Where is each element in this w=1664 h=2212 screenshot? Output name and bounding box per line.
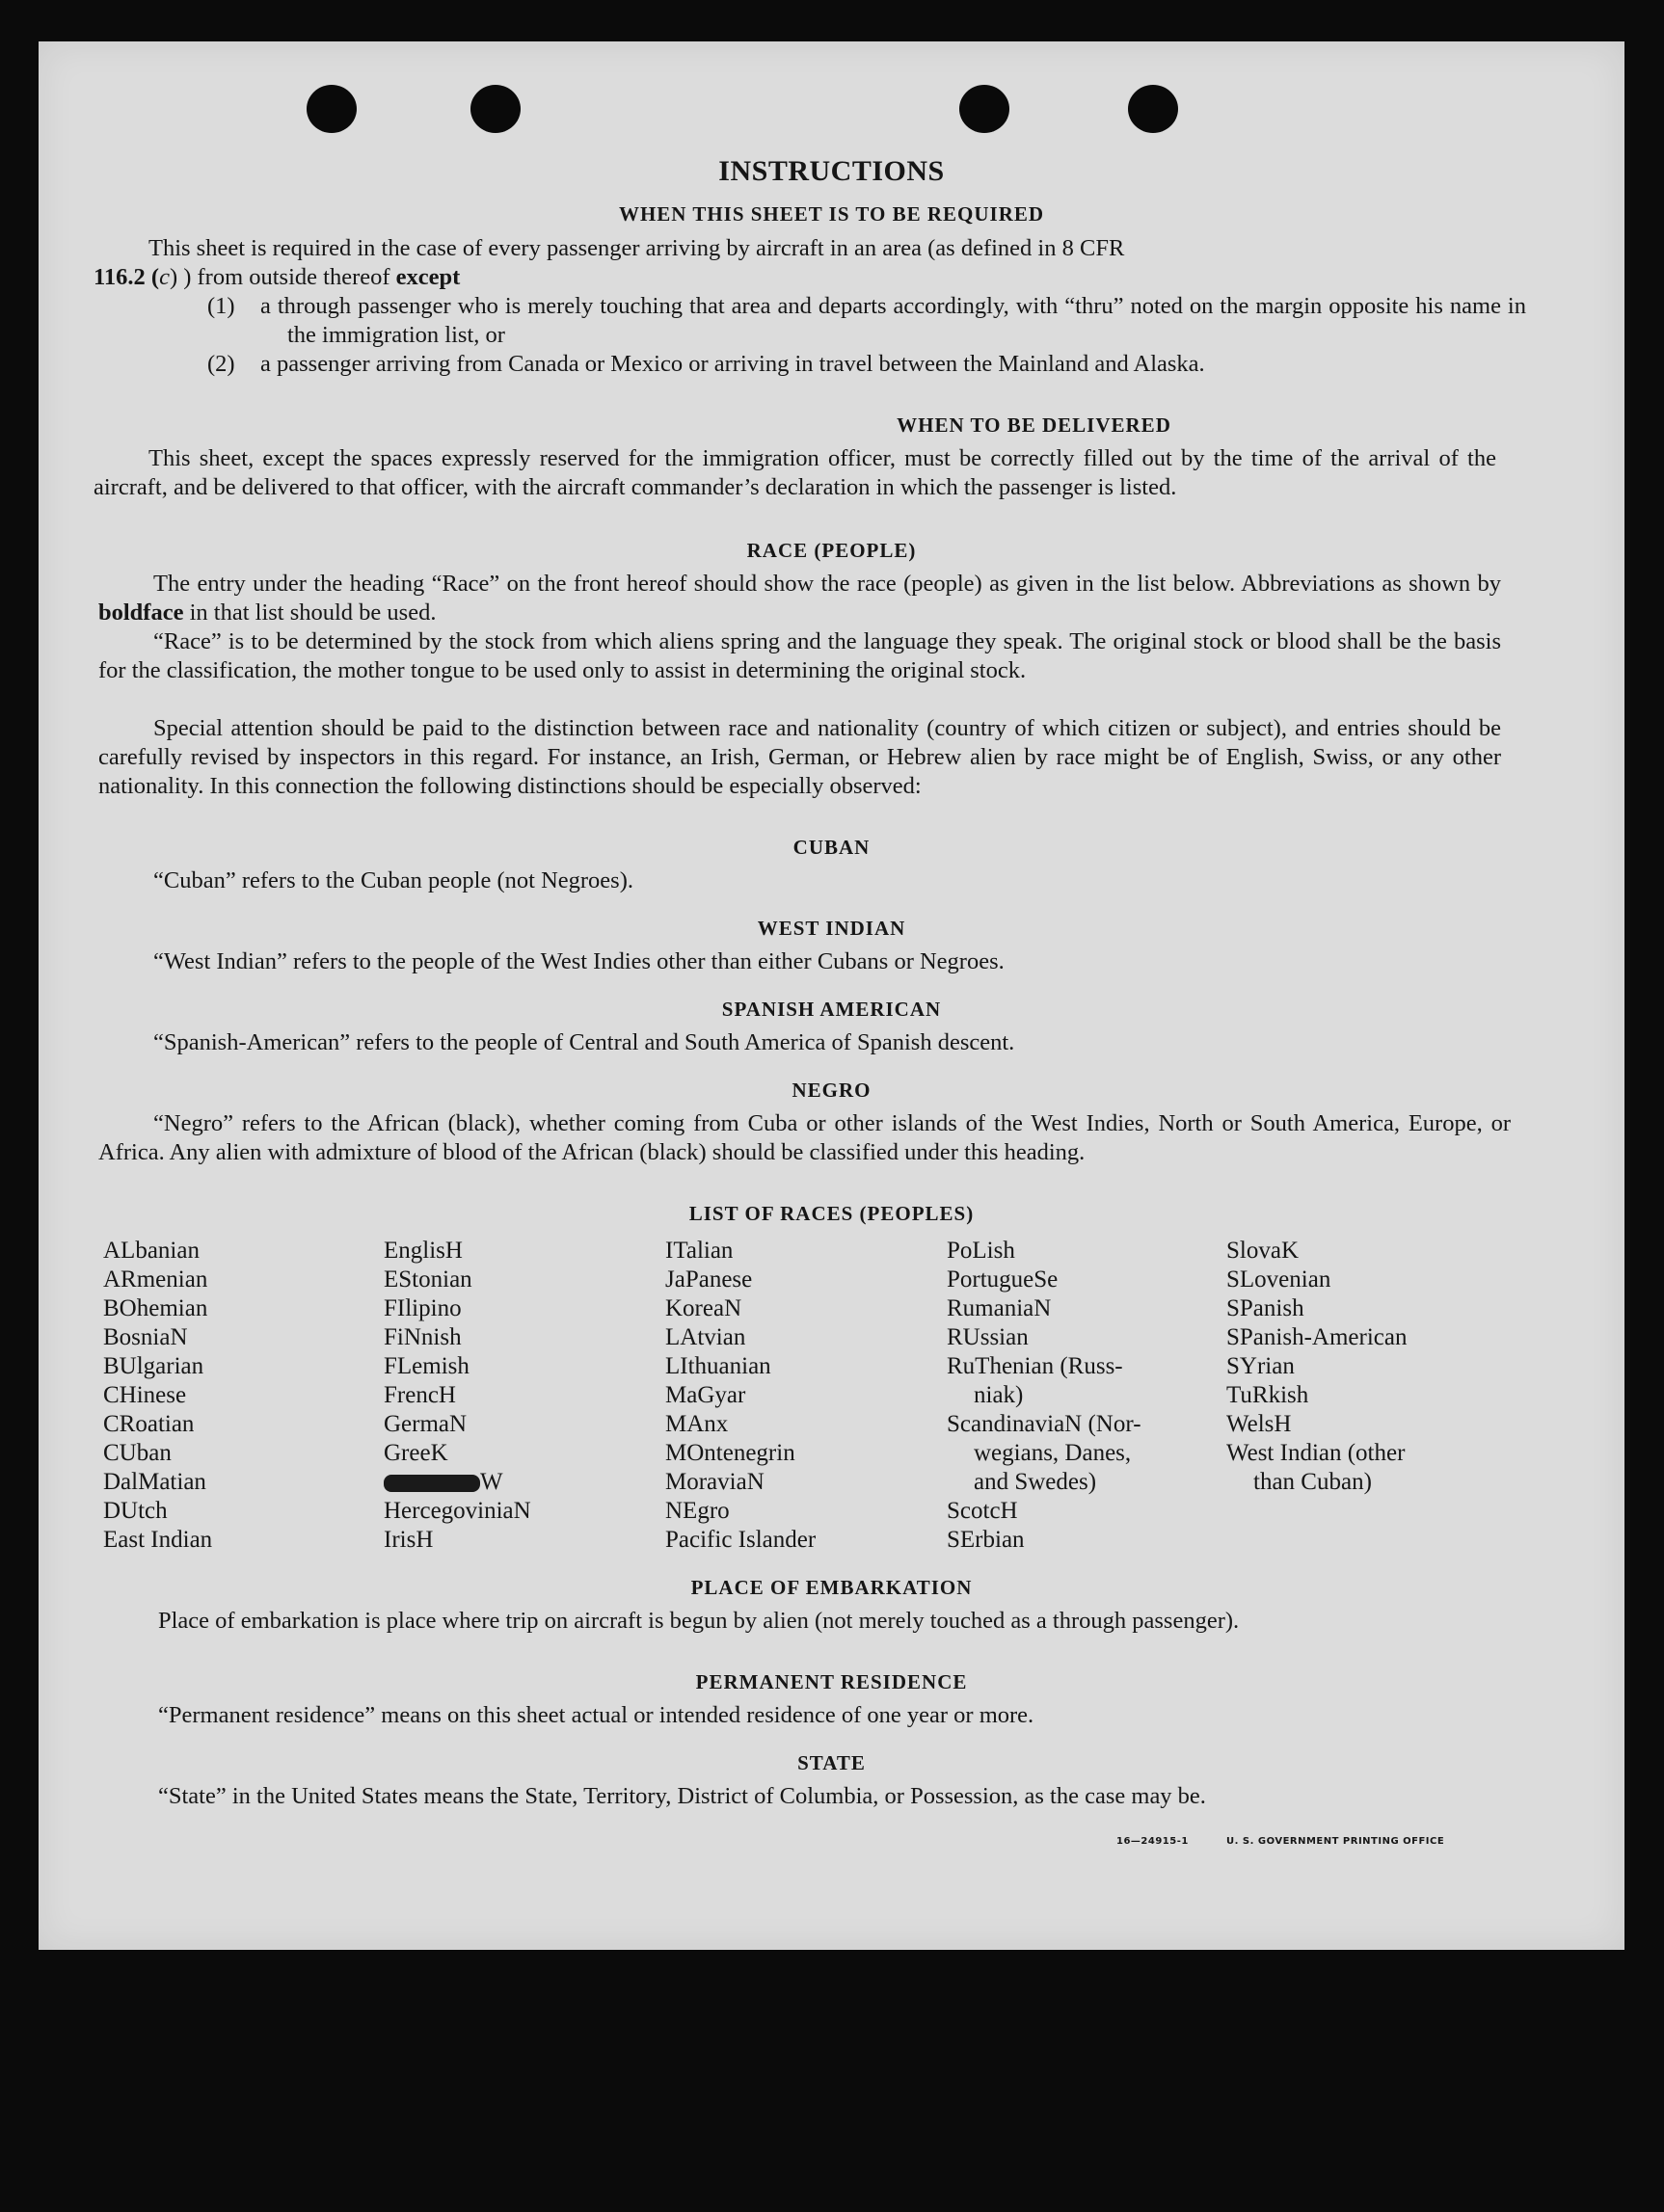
- race-list-item: and Swedes): [974, 1469, 1097, 1495]
- race-list-item: ALbanian: [103, 1238, 200, 1264]
- spanish-american-text: “Spanish-American” refers to the people of Central and South America of Spanish descent.: [153, 1029, 1015, 1055]
- race-paragraph-1: [98, 570, 1501, 627]
- race-list-item: EnglisH: [384, 1238, 463, 1264]
- punch-hole: [959, 85, 1009, 133]
- when-required-intro-2: [94, 263, 1496, 292]
- race-list-item: niak): [974, 1382, 1024, 1408]
- permanent-residence-text: “Permanent residence” means on this sheet actual or intended residence of one year or more.: [158, 1702, 1034, 1728]
- race-list-item: RUssian: [947, 1324, 1029, 1350]
- intro-text: ) ) from outside thereof: [169, 264, 396, 290]
- race-list-item: East Indian: [103, 1527, 213, 1553]
- race-list-item: West Indian (other: [1226, 1440, 1406, 1466]
- race-list-item: HercegoviniaN: [384, 1498, 531, 1524]
- except-word: except: [395, 264, 461, 290]
- section-heading-when-required: WHEN THIS SHEET IS TO BE REQUIRED: [618, 202, 1045, 226]
- punch-hole: [1128, 85, 1178, 133]
- list-of-races-heading: LIST OF RACES (PEOPLES): [688, 1202, 975, 1225]
- race-list-item: SErbian: [947, 1527, 1025, 1553]
- race-list-item: SLovenian: [1226, 1266, 1331, 1293]
- race-list-item: WelsH: [1226, 1411, 1292, 1437]
- item-number: (1): [207, 293, 235, 319]
- race-list-item: BosniaN: [103, 1324, 188, 1350]
- cfr-ref: 116.2 (: [94, 264, 160, 290]
- race-list-item: FLemish: [384, 1353, 470, 1379]
- race-list-item: LIthuanian: [665, 1353, 771, 1379]
- race-list-item: Pacific Islander: [665, 1527, 817, 1553]
- race-list-item: SlovaK: [1226, 1238, 1299, 1264]
- race-list-item: FiNnish: [384, 1324, 462, 1350]
- section-heading-spanish-american: SPANISH AMERICAN: [721, 998, 942, 1021]
- race-list-item: SPanish-American: [1226, 1324, 1408, 1350]
- race-list-item: KoreaN: [665, 1295, 742, 1321]
- intro-line-1: This sheet is required in the case of every passenger arriving by aircraft in an area (as defined in 8 CFR: [148, 235, 1125, 261]
- races-column-5: [1226, 1237, 1407, 1497]
- race-list-item: MaGyar: [665, 1382, 746, 1408]
- cfr-ref-c: c: [159, 264, 170, 290]
- race-list-item: SPanish: [1226, 1295, 1304, 1321]
- race-list-item: TuRkish: [1226, 1382, 1309, 1408]
- punch-hole: [470, 85, 521, 133]
- race-list-item: CRoatian: [103, 1411, 195, 1437]
- race-list-item: ITalian: [665, 1238, 734, 1264]
- race-list-item: wegians, Danes,: [974, 1440, 1132, 1466]
- section-heading-when-delivered: WHEN TO BE DELIVERED: [897, 413, 1171, 437]
- race-list-item: MOntenegrin: [665, 1440, 795, 1466]
- race-list-item: ARmenian: [103, 1266, 208, 1293]
- race-list-item: EStonian: [384, 1266, 472, 1293]
- race-list-item: BOhemian: [103, 1295, 208, 1321]
- race-list-item: CHinese: [103, 1382, 187, 1408]
- races-column-4: [947, 1237, 1141, 1555]
- race-list-item: PortugueSe: [947, 1266, 1059, 1293]
- exception-item-1: a through passenger who is merely touching that area and departs accordingly, with “thru” noted on the margin opposite his name in the immigration list, or: [260, 293, 1526, 348]
- section-heading-negro: NEGRO: [792, 1079, 872, 1102]
- race-suffix: W: [480, 1469, 503, 1495]
- printer-imprint: U. S. GOVERNMENT PRINTING OFFICE: [1226, 1836, 1445, 1847]
- race-list-item: than Cuban): [1253, 1469, 1372, 1495]
- race-list-item: IrisH: [384, 1527, 434, 1553]
- race-list-item: CUban: [103, 1440, 172, 1466]
- races-column-3: [665, 1237, 816, 1555]
- west-indian-text: “West Indian” refers to the people of the West Indies other than either Cubans or Negroes.: [153, 948, 1005, 974]
- race-list-item: GreeK: [384, 1440, 448, 1466]
- race-list-item: FIlipino: [384, 1295, 462, 1321]
- page-title: INSTRUCTIONS: [718, 155, 945, 187]
- race-paragraph-3: Special attention should be paid to the distinction between race and nationality (country of which citizen or subject), and entries should be carefully revised by inspectors in this regard. For instance, an Irish, German, or Hebrew alien by race might be of English, Swiss, or any other nationality. In this connection the following distinctions should be especially observed:: [98, 715, 1501, 799]
- race-list-item: DUtch: [103, 1498, 168, 1524]
- races-column-2: [384, 1237, 531, 1555]
- section-heading-state: STATE: [797, 1751, 866, 1774]
- race-list-item: FrencH: [384, 1382, 456, 1408]
- negro-text: “Negro” refers to the African (black), whether coming from Cuba or other islands of the West Indies, North or South America, Europe, or Africa. Any alien with admixture of blood of the African (black) should be classified under this heading.: [98, 1110, 1511, 1165]
- exception-item-2: a passenger arriving from Canada or Mexico or arriving in travel between the Mainland and Alaska.: [260, 351, 1205, 377]
- race-list-item: SYrian: [1226, 1353, 1295, 1379]
- section-heading-west-indian: WEST INDIAN: [757, 917, 906, 940]
- race-list-item: ScandinaviaN (Nor-: [947, 1411, 1141, 1437]
- race-list-item: NEgro: [665, 1498, 730, 1524]
- race-list-item: MAnx: [665, 1411, 729, 1437]
- embarkation-text: Place of embarkation is place where trip on aircraft is begun by alien (not merely touched as a through passenger).: [158, 1608, 1240, 1634]
- when-required-intro: [94, 234, 1496, 263]
- section-heading-permanent-residence: PERMANENT RESIDENCE: [695, 1670, 968, 1693]
- section-heading-cuban: CUBAN: [792, 836, 871, 859]
- section-heading-embarkation: PLACE OF EMBARKATION: [690, 1576, 973, 1599]
- form-code: 16—24915-1: [1116, 1836, 1189, 1847]
- race-p1-text-end: in that list should be used.: [183, 600, 437, 626]
- race-list-item: ScotcH: [947, 1498, 1018, 1524]
- section-heading-race: RACE (PEOPLE): [746, 539, 917, 562]
- race-list-item: BUlgarian: [103, 1353, 204, 1379]
- race-paragraph-2: “Race” is to be determined by the stock from which aliens spring and the language they speak. The original stock or blood shall be the basis for the classification, the mother tongue to be used only to assist in determining the original stock.: [98, 628, 1501, 683]
- boldface-word: boldface: [98, 600, 184, 626]
- punch-hole: [307, 85, 357, 133]
- state-text: “State” in the United States means the State, Territory, District of Columbia, or Possession, as the case may be.: [158, 1783, 1206, 1809]
- when-delivered-text: This sheet, except the spaces expressly reserved for the immigration officer, must be correctly filled out by the time of the arrival of the aircraft, and be delivered to that officer, with the aircraft commander’s declaration in which the passenger is listed.: [94, 445, 1496, 500]
- races-column-1: [103, 1237, 212, 1555]
- race-list-item: [384, 1468, 531, 1497]
- document-sheet: [39, 41, 1624, 1950]
- race-list-item: JaPanese: [665, 1266, 753, 1293]
- race-list-item: GermaN: [384, 1411, 468, 1437]
- race-list-item: RuThenian (Russ-: [947, 1353, 1123, 1379]
- race-list-item: DalMatian: [103, 1469, 206, 1495]
- race-list-item: LAtvian: [665, 1324, 746, 1350]
- race-p1-text: The entry under the heading “Race” on the front hereof should show the race (people) as given in the list below. Abbreviations as shown by: [153, 571, 1501, 597]
- item-number: (2): [207, 351, 235, 377]
- redacted-entry: [384, 1475, 480, 1492]
- cuban-text: “Cuban” refers to the Cuban people (not Negroes).: [153, 867, 633, 893]
- race-list-item: PoLish: [947, 1238, 1015, 1264]
- race-list-item: MoraviaN: [665, 1469, 765, 1495]
- race-list-item: RumaniaN: [947, 1295, 1052, 1321]
